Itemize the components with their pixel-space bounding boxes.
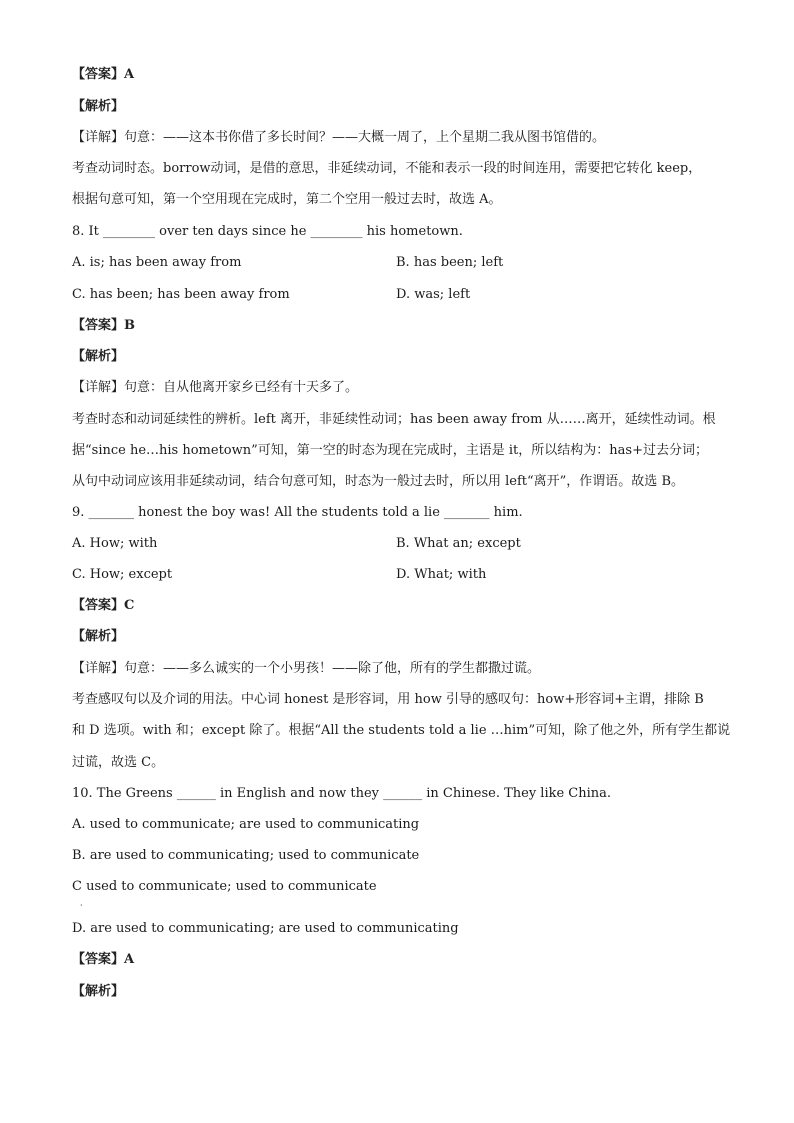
option-8a: A. is; has been away from: [72, 255, 242, 270]
option-10c: C used to communicate; used to communicate: [72, 879, 377, 894]
option-9d: D. What; with: [396, 567, 487, 582]
analysis-label-8: 【解析】: [72, 349, 125, 364]
option-8c: C. has been; has been away from: [72, 287, 290, 302]
option-10b: B. are used to communicating; used to communicate: [72, 848, 420, 863]
answer-label-9: 【答案】C: [72, 598, 135, 613]
option-9c: C. How; except: [72, 567, 173, 582]
option-10c-dot: ·: [80, 901, 83, 910]
option-8d: D. was; left: [396, 287, 471, 302]
question-10: 10. The Greens ______ in English and now they ______ in Chinese. They like China.: [72, 786, 612, 801]
detail-9: 【详解】句意：——多么诚实的一个小男孩！——除了他，所有的学生都撒过谎。: [72, 661, 541, 676]
answer-label-7: 【答案】A: [72, 67, 135, 82]
detail-8: 【详解】句意：自从他离开家乡已经有十天多了。: [72, 380, 359, 395]
explanation-9-line-1: 考查感叹句以及介词的用法。中心词 honest 是形容词，用 how 引导的感叹句：how+形容词+主谓，排除 B: [72, 692, 704, 707]
option-10d: D. are used to communicating; are used to communicating: [72, 921, 459, 936]
detail-7: 【详解】句意：——这本书你借了多长时间？——大概一周了，上个星期二我从图书馆借的。: [72, 130, 606, 145]
explanation-7-line-2: 根据句意可知，第一个空用现在完成时，第二个空用一般过去时，故选 A。: [72, 192, 502, 207]
explanation-8-line-3: 从句中动词应该用非延续动词，结合句意可知，时态为一般过去时，所以用 left“离开”，作谓语。故选 B。: [72, 474, 684, 489]
explanation-8-line-2: 据“since he…his hometown”可知，第一空的时态为现在完成时，主语是 it，所以结构为：has+过去分词；: [72, 443, 708, 458]
analysis-label-9: 【解析】: [72, 629, 125, 644]
question-9: 9. _______ honest the boy was! All the students told a lie _______ him.: [72, 505, 523, 520]
option-8b: B. has been; left: [396, 255, 504, 270]
explanation-7-line-1: 考查动词时态。borrow动词，是借的意思，非延续动词，不能和表示一段的时间连用，需要把它转化 keep，: [72, 161, 702, 176]
explanation-9-line-3: 过谎，故选 C。: [72, 755, 165, 770]
explanation-9-line-2: 和 D 选项。with 和；except 除了。根据“All the students told a lie …him”可知，除了他之外，所有学生都说: [72, 723, 731, 738]
answer-label-10: 【答案】A: [72, 952, 135, 967]
answer-label-8: 【答案】B: [72, 318, 135, 333]
analysis-label-7: 【解析】: [72, 99, 125, 114]
option-10a: A. used to communicate; are used to communicating: [72, 817, 420, 832]
option-9a: A. How; with: [72, 536, 158, 551]
explanation-8-line-1: 考查时态和动词延续性的辨析。left 离开，非延续性动词；has been away from 从……离开，延续性动词。根: [72, 412, 716, 427]
analysis-label-10: 【解析】: [72, 984, 125, 999]
option-9b: B. What an; except: [396, 536, 521, 551]
question-8: 8. It ________ over ten days since he ________ his hometown.: [72, 224, 463, 239]
